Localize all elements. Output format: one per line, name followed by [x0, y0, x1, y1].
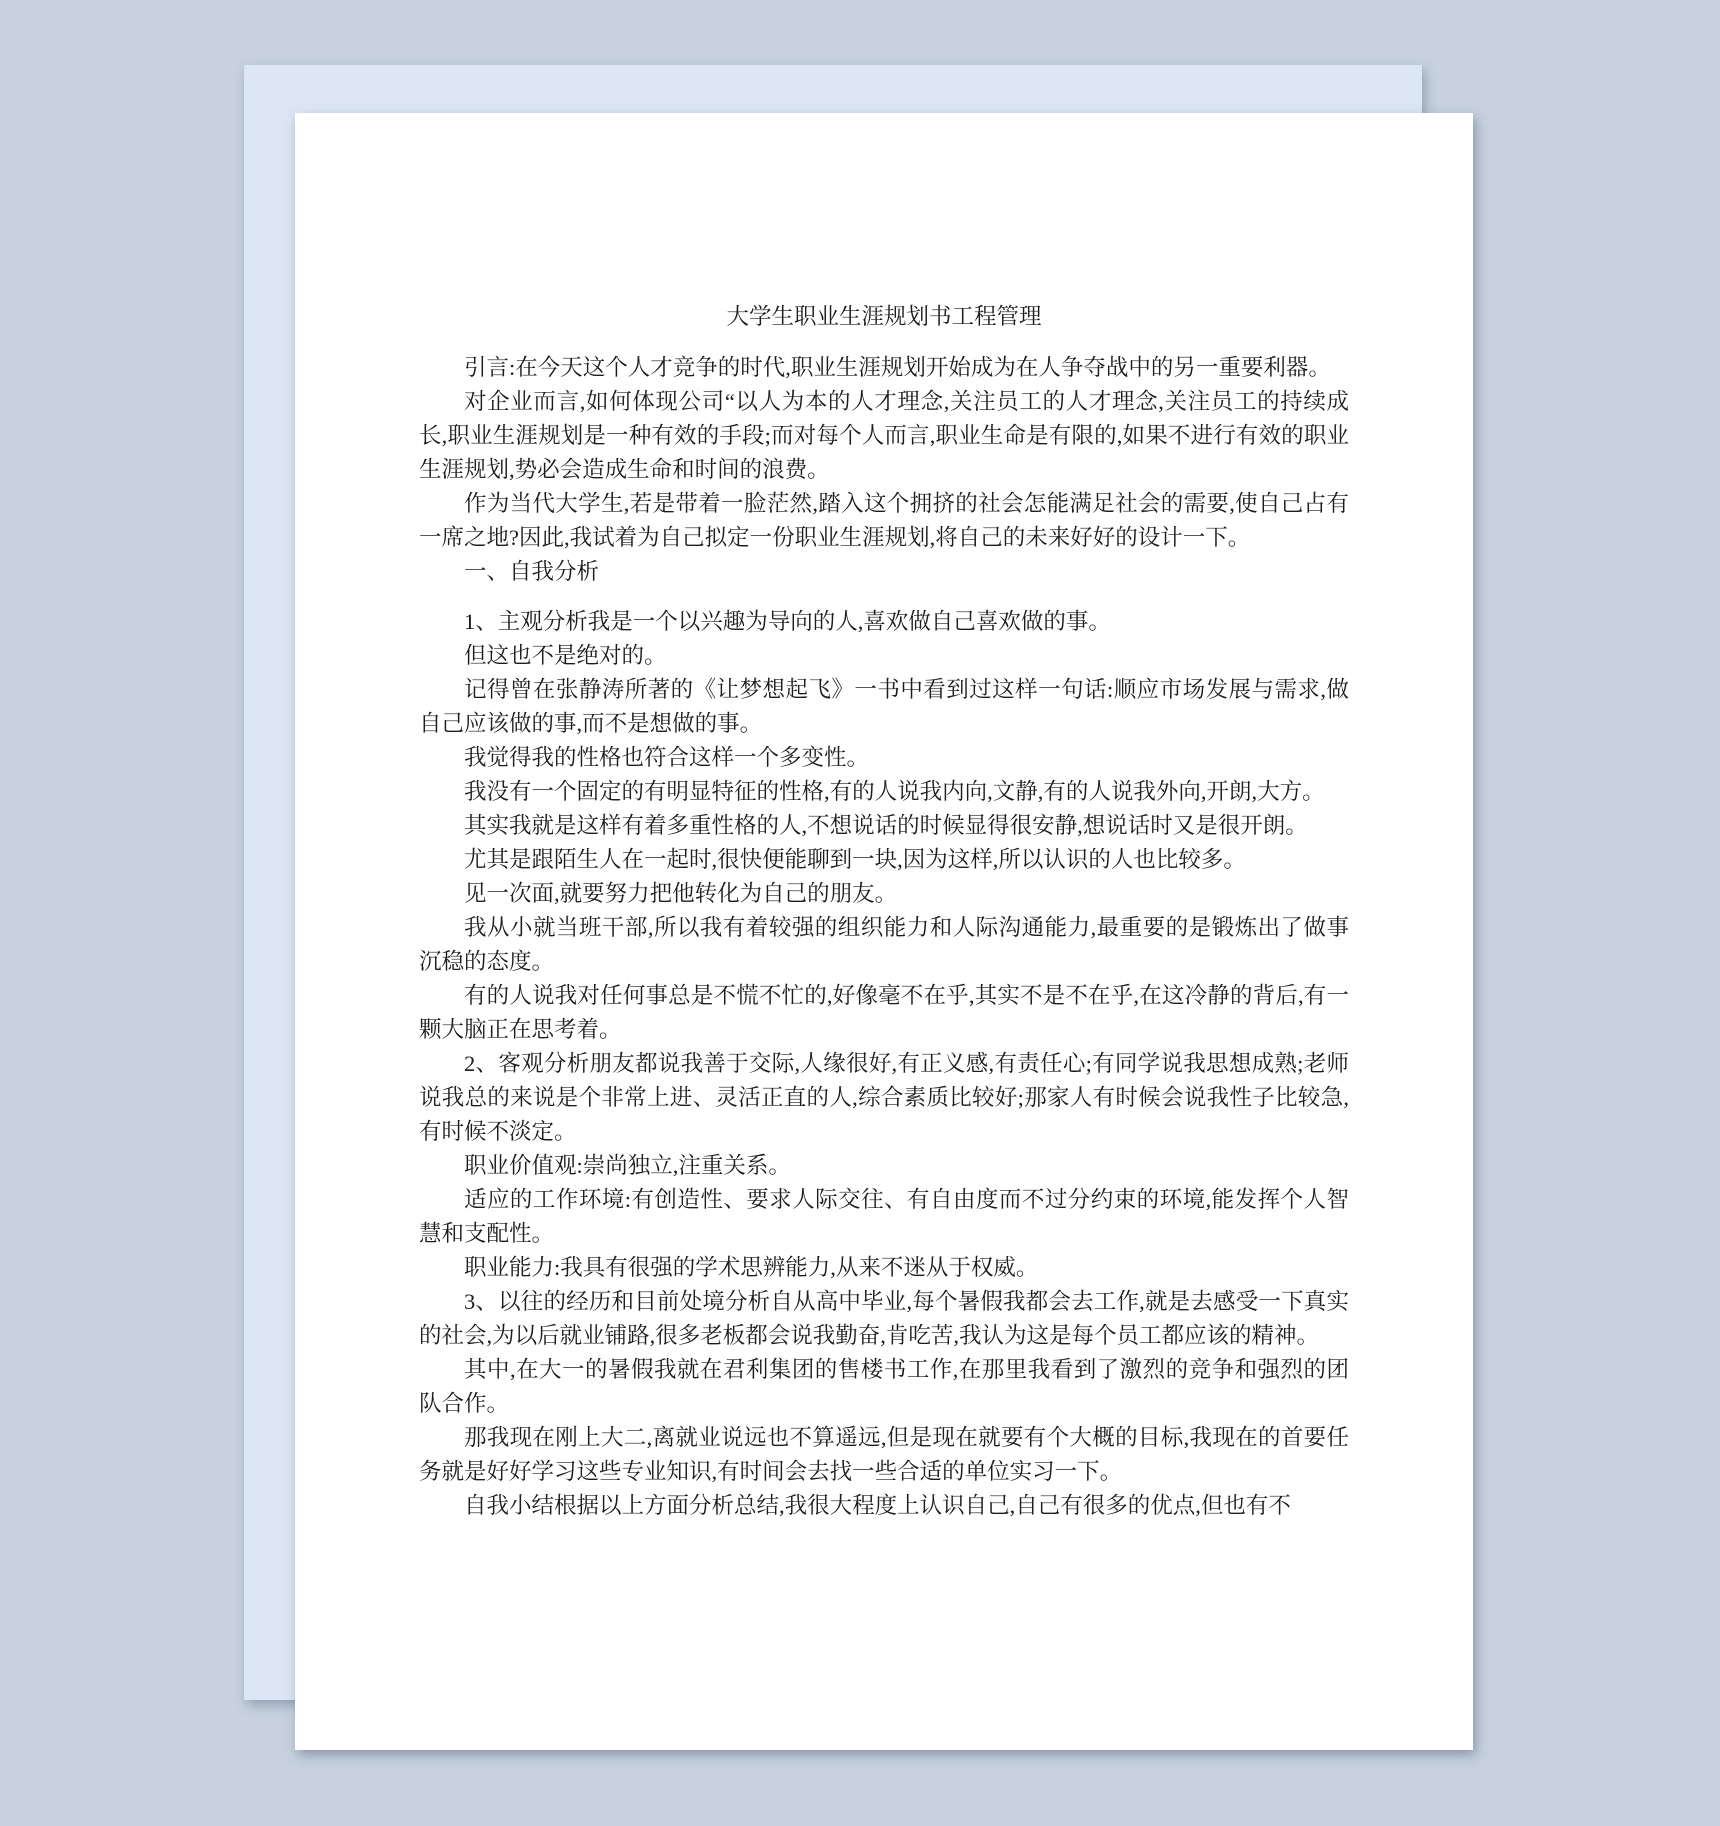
- paragraph: 但这也不是绝对的。: [464, 643, 667, 668]
- paragraph: 2、客观分析朋友都说我善于交际,人缘很好,有正义感,有责任心;有同学说我思想成熟;老师说我总的来说是个非常上进、灵活正直的人,综合素质比较好;那家人有时候会说我性子比较急,有时候不淡定。: [419, 1051, 1349, 1144]
- paragraph: 我觉得我的性格也符合这样一个多变性。: [464, 745, 870, 770]
- paragraph: 有的人说我对任何事总是不慌不忙的,好像毫不在乎,其实不是不在乎,在这冷静的背后,有一颗大脑正在思考着。: [419, 983, 1349, 1042]
- paragraph: 职业能力:我具有很强的学术思辨能力,从来不迷从于权威。: [464, 1255, 1039, 1280]
- paragraph: 尤其是跟陌生人在一起时,很快便能聊到一块,因为这样,所以认识的人也比较多。: [464, 847, 1246, 872]
- paragraph: 见一次面,就要努力把他转化为自己的朋友。: [464, 881, 898, 906]
- paragraph: 对企业而言,如何体现公司“以人为本的人才理念,关注员工的人才理念,关注员工的持续成长,职业生涯规划是一种有效的手段;而对每个人而言,职业生命是有限的,如果不进行有效的职业生涯规划,势必会造成生命和时间的浪费。: [419, 389, 1349, 482]
- paragraph: 其实我就是这样有着多重性格的人,不想说话的时候显得很安静,想说话时又是很开朗。: [464, 813, 1308, 838]
- paragraph: 职业价值观:崇尚独立,注重关系。: [464, 1153, 791, 1178]
- paragraph: 其中,在大一的暑假我就在君利集团的售楼书工作,在那里我看到了激烈的竞争和强烈的团队合作。: [419, 1357, 1349, 1416]
- paragraph: 我没有一个固定的有明显特征的性格,有的人说我内向,文静,有的人说我外向,开朗,大方。: [464, 779, 1325, 804]
- document-page: [295, 113, 1473, 1750]
- document-title: 大学生职业生涯规划书工程管理: [726, 304, 1042, 329]
- paragraph: 记得曾在张静涛所著的《让梦想起飞》一书中看到过这样一句话:顺应市场发展与需求,做自己应该做的事,而不是想做的事。: [419, 677, 1349, 736]
- paragraph: 我从小就当班干部,所以我有着较强的组织能力和人际沟通能力,最重要的是锻炼出了做事沉稳的态度。: [419, 915, 1349, 974]
- section-heading: 一、自我分析: [464, 559, 600, 584]
- paragraph: 作为当代大学生,若是带着一脸茫然,踏入这个拥挤的社会怎能满足社会的需要,使自己占有一席之地?因此,我试着为自己拟定一份职业生涯规划,将自己的未来好好的设计一下。: [419, 491, 1349, 550]
- paragraph: 适应的工作环境:有创造性、要求人际交往、有自由度而不过分约束的环境,能发挥个人智慧和支配性。: [419, 1187, 1349, 1246]
- paragraph: 引言:在今天这个人才竞争的时代,职业生涯规划开始成为在人争夺战中的另一重要利器。: [464, 355, 1331, 380]
- paragraph: 1、主观分析我是一个以兴趣为导向的人,喜欢做自己喜欢做的事。: [464, 609, 1111, 634]
- paragraph-spacer: [419, 589, 1349, 605]
- paragraph: 那我现在刚上大二,离就业说远也不算遥远,但是现在就要有个大概的目标,我现在的首要任务就是好好学习这些专业知识,有时间会去找一些合适的单位实习一下。: [419, 1425, 1349, 1484]
- paragraph: 3、以往的经历和目前处境分析自从高中毕业,每个暑假我都会去工作,就是去感受一下真实的社会,为以后就业铺路,很多老板都会说我勤奋,肯吃苦,我认为这是每个员工都应该的精神。: [419, 1289, 1349, 1348]
- paragraph: 自我小结根据以上方面分析总结,我很大程度上认识自己,自己有很多的优点,但也有不: [464, 1493, 1291, 1518]
